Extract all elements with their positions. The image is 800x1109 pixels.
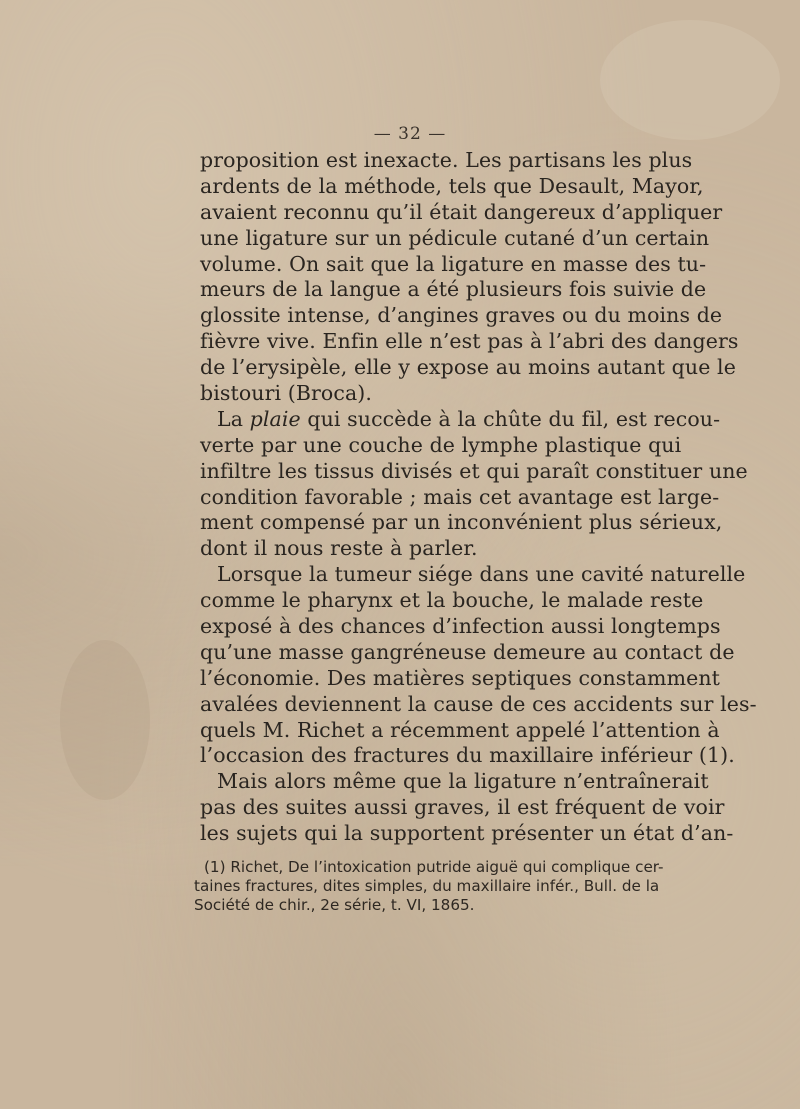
- text-line: qu’une masse gangréneuse demeure au contact de: [200, 639, 735, 664]
- text-line: infiltre les tissus divisés et qui paraît constituer une: [200, 458, 748, 483]
- text-line: meurs de la langue a été plusieurs fois suivie de: [200, 277, 707, 302]
- text-line: pas des suites aussi graves, il est fréquent de voir: [200, 795, 725, 820]
- text-line: volume. On sait que la ligature en masse des tu-: [200, 251, 707, 276]
- text-line: bistouri (Broca).: [200, 381, 372, 406]
- paper-stain: [60, 640, 150, 800]
- text-line: fièvre vive. Enfin elle n’est pas à l’abri des dangers: [200, 329, 739, 354]
- text-line: l’économie. Des matières septiques constamment: [200, 665, 721, 690]
- text-line: verte par une couche de lymphe plastique qui: [200, 432, 682, 457]
- footnote-line: Société de chir., 2e série, t. VI, 1865.: [194, 896, 475, 915]
- text-line: ardents de la méthode, tels que Desault, Mayor,: [200, 173, 704, 198]
- body-text: [200, 148, 757, 847]
- page-number: — 32 —: [373, 124, 447, 144]
- text-line: Lorsque la tumeur siége dans une cavité naturelle: [217, 562, 746, 587]
- text-line: ment compensé par un inconvénient plus sérieux,: [200, 510, 723, 535]
- text-line: de l’erysipèle, elle y expose au moins autant que le: [200, 355, 736, 380]
- paragraph-first-line: [200, 406, 721, 433]
- text-line: une ligature sur un pédicule cutané d’un certain: [200, 225, 710, 250]
- footnote-line: taines fractures, dites simples, du maxillaire infér., Bull. de la: [194, 877, 660, 896]
- text-line: les sujets qui la supportent présenter un état d’an-: [200, 821, 734, 846]
- text-run: La: [217, 406, 250, 431]
- text-line: comme le pharynx et la bouche, le malade reste: [200, 588, 704, 613]
- text-line: condition favorable ; mais cet avantage est large-: [200, 484, 720, 509]
- text-line: dont il nous reste à parler.: [200, 536, 478, 561]
- text-line: quels M. Richet a récemment appelé l’attention à: [200, 717, 720, 742]
- text-line: avaient reconnu qu’il était dangereux d’appliquer: [200, 199, 723, 224]
- text-run: qui succède à la chûte du fil, est recou-: [300, 406, 721, 431]
- paper-stain: [600, 20, 780, 140]
- footnote-line: (1) Richet, De l’intoxication putride aiguë qui complique cer-: [204, 858, 664, 876]
- footnote: [194, 858, 664, 916]
- text-line: l’occasion des fractures du maxillaire inférieur (1).: [200, 743, 735, 768]
- italic-term: plaie: [249, 406, 301, 431]
- text-line: avalées deviennent la cause de ces accidents sur les-: [200, 691, 757, 716]
- text-line: exposé à des chances d’infection aussi longtemps: [200, 614, 721, 639]
- text-line: Mais alors même que la ligature n’entraînerait: [217, 769, 709, 794]
- text-line: glossite intense, d’angines graves ou du moins de: [200, 303, 723, 328]
- text-line: proposition est inexacte. Les partisans les plus: [200, 148, 693, 172]
